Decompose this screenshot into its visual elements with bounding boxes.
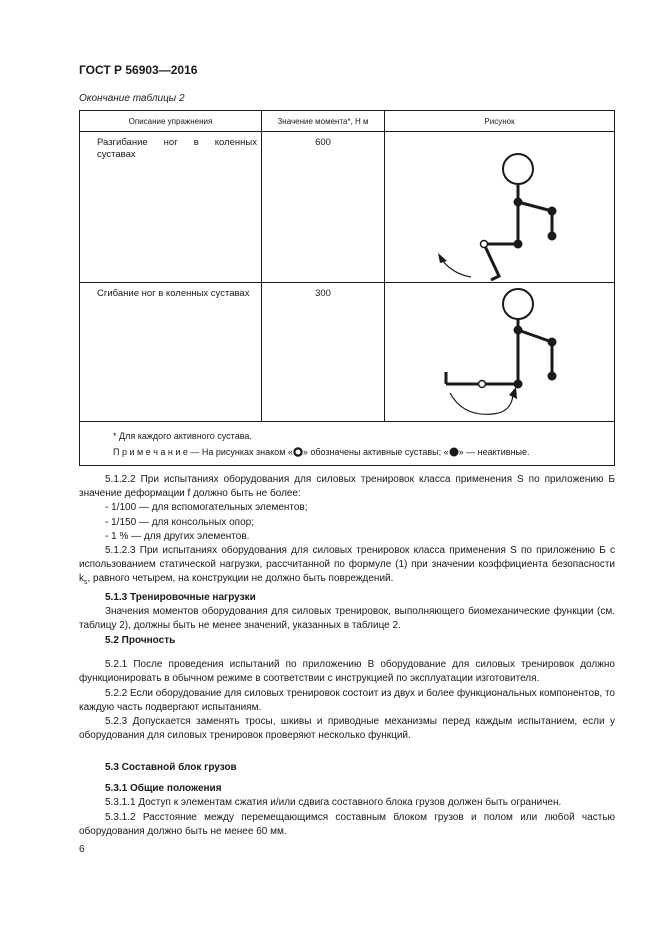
paragraph — [79, 544, 615, 591]
paragraph: 5.2.3 Допускается заменять тросы, шкивы и приводные механизмы перед каждым испытанием, если у оборудования для силовых тренировок проверяют несколько функций. — [79, 716, 615, 742]
section-heading: 5.1.3 Тренировочные нагрузки — [105, 591, 256, 603]
column-header-figure: Рисунок — [385, 111, 615, 132]
body-section-2 — [79, 634, 615, 743]
exercise-description: Сгибание ног в коленных суставах — [97, 288, 250, 299]
table-header-row — [80, 111, 615, 132]
table-2 — [79, 110, 615, 466]
inactive-joint-icon — [514, 240, 523, 249]
upper-arm-line — [518, 330, 552, 342]
paragraph-text: 5.1.2.3 При испытаниях оборудования для силовых тренировок класса применения S по приложению Б с использованием статической нагрузки, рассчитанной по формуле (1) при значении коэффициента безопасности k — [79, 545, 615, 585]
active-joint-icon — [481, 241, 488, 248]
active-joint-icon — [293, 447, 303, 457]
page-number: 6 — [79, 844, 85, 855]
inactive-joint-icon — [548, 338, 557, 347]
motion-arrow-icon — [438, 253, 447, 263]
shin-line — [484, 244, 499, 280]
column-header-description: Описание упражнения — [80, 111, 262, 132]
paragraph: 5.2.2 Если оборудование для силовых тренировок состоит из двух и более функциональных компонентов, то каждую часть подвергают испытаниям. — [79, 687, 615, 713]
note-text: » — неактивные. — [458, 447, 530, 457]
document-header: ГОСТ Р 56903—2016 — [79, 63, 198, 77]
inactive-joint-icon — [514, 198, 523, 207]
note-text: П р и м е ч а н и е — На рисунках знаком « — [113, 447, 293, 457]
motion-arc — [450, 393, 513, 414]
exercise-description: Разгибание ног в коленных суставах — [97, 137, 257, 160]
moment-cell — [262, 283, 385, 422]
description-cell — [80, 283, 262, 422]
table-caption: Окончание таблицы 2 — [79, 93, 185, 104]
moment-cell — [262, 132, 385, 283]
paragraph: 5.3.1.2 Расстояние между перемещающимся составным блоком грузов и полом или любой частью оборудования должно быть не менее 60 мм. — [79, 811, 615, 837]
list-item: - 1/100 — для вспомогательных элементов; — [105, 502, 308, 514]
list-item: - 1 % — для других элементов. — [105, 530, 250, 542]
paragraph: 5.1.2.2 При испытаниях оборудования для силовых тренировок класса применения S по приложению Б значение деформации f должно быть не более: — [79, 474, 615, 500]
list-item: - 1/150 — для консольных опор; — [105, 516, 254, 528]
head-shape — [503, 289, 533, 319]
active-joint-icon — [479, 381, 486, 388]
paragraph: Значения моментов оборудования для силовых тренировок, выполняющего биомеханические функции (см. таблицу 2), должны быть не менее значений, указанных в таблице 2. — [79, 605, 615, 632]
figure-cell — [385, 283, 615, 422]
inactive-joint-icon — [449, 447, 459, 457]
leg-curl-figure — [385, 283, 617, 421]
note — [80, 441, 614, 457]
inactive-joint-icon — [548, 207, 557, 216]
subscript: s — [84, 579, 88, 587]
motion-arc — [442, 260, 471, 277]
leg-extension-figure — [385, 132, 617, 282]
paragraph: 5.3.1.1 Доступ к элементам сжатия и/или сдвига составного блока грузов должен быть ограничен. — [105, 797, 562, 809]
description-cell — [80, 132, 262, 283]
section-heading: 5.3 Составной блок грузов — [105, 762, 237, 773]
table-row — [80, 283, 615, 422]
moment-value: 300 — [315, 288, 331, 299]
column-header-moment: Значение момента*, Н м — [262, 111, 385, 132]
body-section-3 — [79, 761, 615, 839]
section-heading: 5.2 Прочность — [105, 635, 176, 646]
table-notes-row — [80, 422, 615, 466]
inactive-joint-icon — [514, 326, 523, 335]
notes-cell — [80, 422, 615, 466]
inactive-joint-icon — [548, 372, 557, 381]
inactive-joint-icon — [548, 232, 557, 241]
head-shape — [503, 154, 533, 184]
body-section-1 — [79, 473, 615, 633]
upper-arm-line — [518, 202, 552, 211]
footnote: * Для каждого активного сустава. — [113, 431, 252, 441]
figure-cell — [385, 132, 615, 283]
table-row — [80, 132, 615, 283]
paragraph-text: , равного четырем, на конструкции не должно быть повреждений. — [87, 573, 394, 585]
note-text: » обозначены активные суставы; « — [302, 447, 449, 457]
section-heading: 5.3.1 Общие положения — [105, 783, 222, 795]
paragraph: 5.2.1 После проведения испытаний по приложению В оборудование для силовых тренировок должно функционировать в обычном режиме в соответствии с инструкцией по эксплуатации изготовителя. — [79, 659, 615, 685]
inactive-joint-icon — [514, 380, 523, 389]
moment-value: 600 — [315, 137, 331, 148]
